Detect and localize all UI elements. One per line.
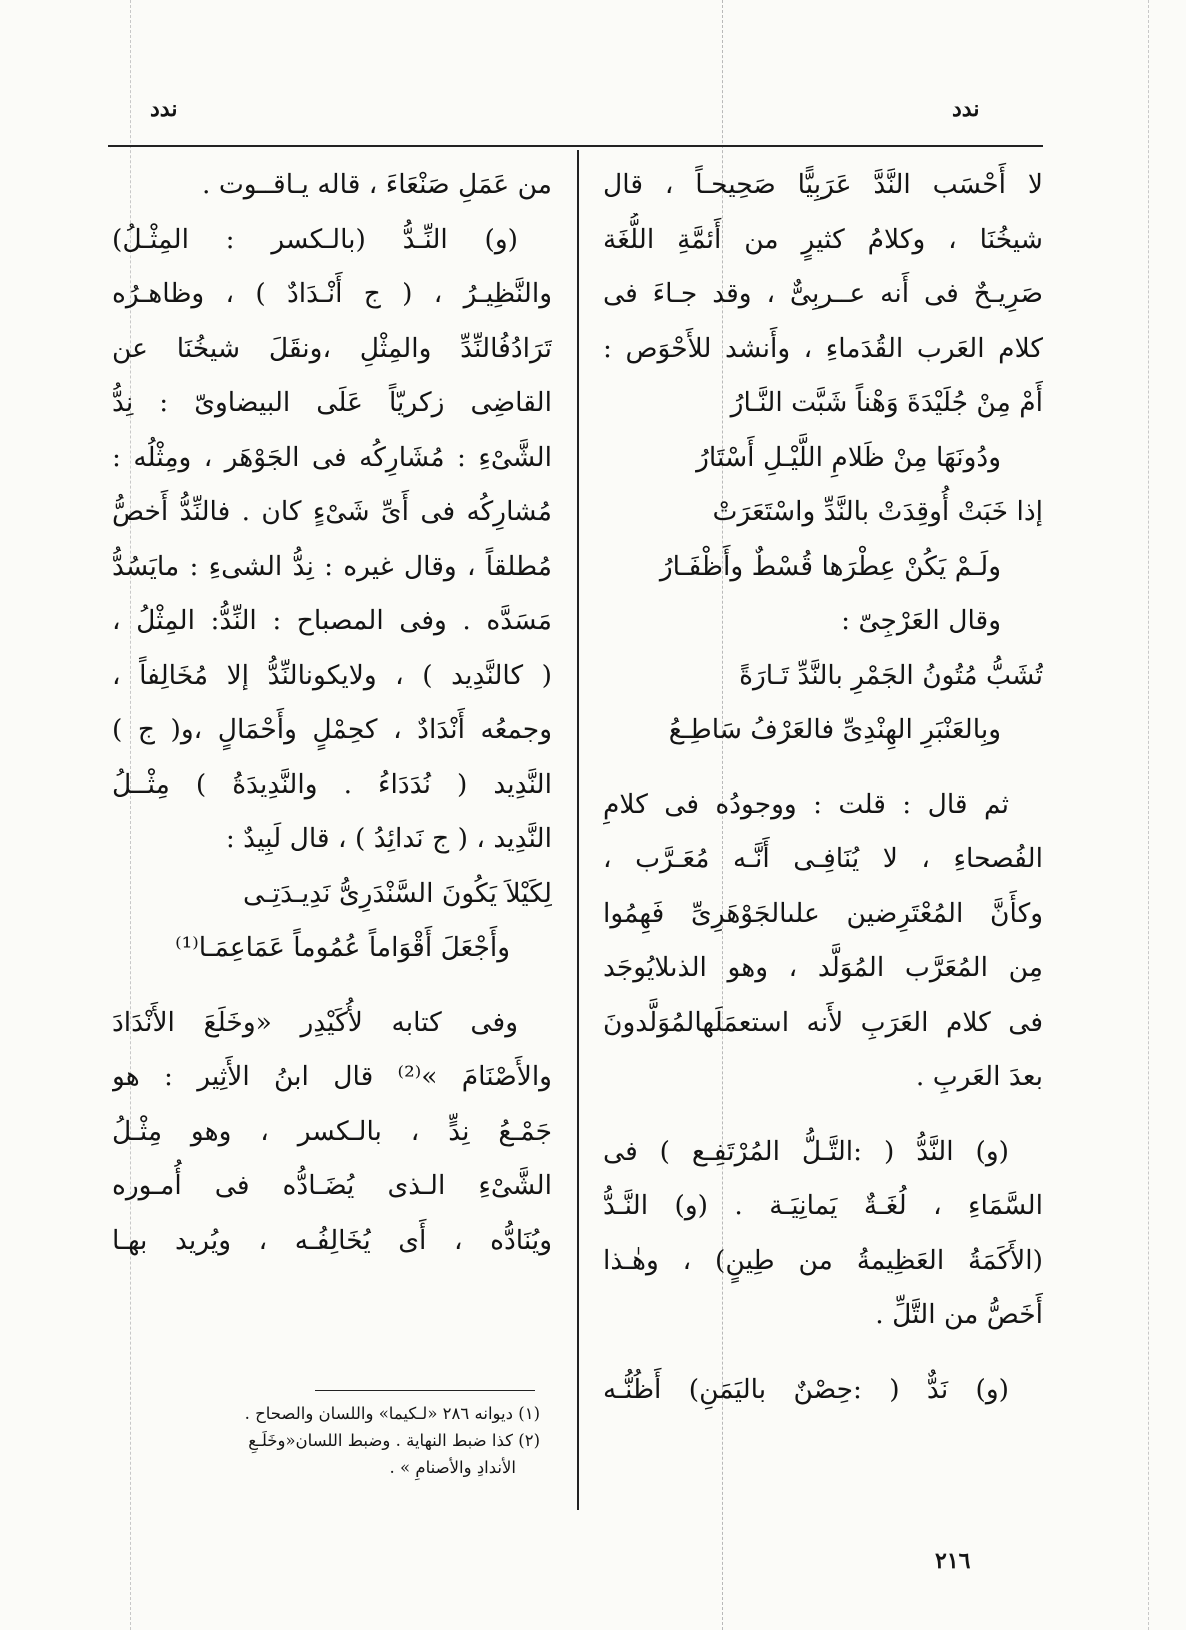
footnote-line: (٢) كذا ضبط النهاية . وضبط اللسان«وخَلَـعِ bbox=[248, 1431, 540, 1450]
paragraph-gap bbox=[112, 976, 552, 996]
left-column bbox=[112, 158, 552, 1268]
text-line: كلام العَرب القُدَماءِ ، وأَنشد للأَحْوَص : bbox=[603, 332, 1043, 364]
text-line: السَّمَاءِ ، لُغَـةٌ يَمانِيَـة . (و) النَّـدُّ bbox=[603, 1190, 1043, 1221]
text-line: شيخُنَا ، وكلامُ كثيرٍ من أَئمَّةِ اللُّغَة bbox=[603, 223, 1043, 255]
verse-line: ولَـمْ يَكُنْ عِطْرَها قُسْطٌ وأَظْفَـارُ bbox=[659, 550, 1001, 582]
text-line: مِن المُعَرَّب المُوَلَّد ، وهو الذىلايُوجَد bbox=[603, 952, 1043, 983]
text-line: تَرَادُفُالنِّدِّ والمِثْلِ ،ونقَلَ شيخُنَا عن bbox=[112, 332, 552, 364]
header-word-left: ندد bbox=[150, 96, 178, 122]
column-separator bbox=[577, 150, 579, 1510]
text-line: مُشارِكُه فى أَىِّ شَىْءٍ كان . فالنِّدُّ أَخصُّ bbox=[112, 496, 552, 527]
footnote-rule bbox=[315, 1390, 535, 1391]
text-line: مَسَدَّه . وفى المصباح : النِّدُّ: المِثْلُ ، bbox=[112, 605, 552, 636]
text-line: (و) النِّـدُّ (بالـكسر : المِثْـلُ) bbox=[112, 223, 518, 255]
scan-edge-line bbox=[1148, 0, 1150, 1630]
page-number: ٢١٦ bbox=[935, 1548, 971, 1574]
text-line: فى كلام العَرَبِ لأَنه استعمَلَهالمُوَلَّدونَ bbox=[603, 1006, 1043, 1038]
text-line: جَمْـعُ نِدٍّ ، بالـكسر ، وهو مِثْـلُ bbox=[112, 1115, 552, 1147]
text-line: (و) النَّدُّ ( :التَّـلُّ المُرْتَفِـع ) فى bbox=[603, 1135, 1009, 1167]
paragraph-gap bbox=[603, 1105, 1043, 1125]
text-line: وكأَنَّ المُعْتَرِضين علىالجَوْهَرِىِّ فَهِمُوا bbox=[603, 897, 1043, 929]
paragraph-gap bbox=[603, 1343, 1043, 1363]
verse-line: إذا خَبَتْ أُوقِدَتْ بالنَّدِّ واسْتَعَرَتْ bbox=[712, 496, 1043, 527]
text-line: النَّدِيد ( نُدَدَاءُ . والنَّدِيدَةُ ) مِثْــلُ bbox=[112, 768, 552, 800]
text-line: مُطلقاً ، وقال غيره : نِدُّ الشىءِ : مايَسُدُّ bbox=[112, 550, 552, 582]
text-line: أَخَصُّ من التَّلِّ . bbox=[875, 1299, 1043, 1330]
verse-line: ودُونَهَا مِنْ ظَلامِ اللَّيْـلِ أَسْتَارُ bbox=[696, 441, 1001, 473]
text-line: بعدَ العَربِ . bbox=[915, 1061, 1043, 1092]
text-line: الشَّىْءِ الـذى يُضَـادُّه فى أُمـوره bbox=[112, 1170, 552, 1201]
text-line: (الأَكَمَةُ العَظِيمةُ من طِينٍ) ، وهٰـذا bbox=[603, 1244, 1043, 1276]
verse-line: وبِالعَنْبَرِ الهِنْدِىِّ فالعَرْفُ سَاطِـعُ bbox=[668, 714, 1001, 745]
text-line: لا أَحْسَب النَّدَّ عَرَبِيًّا صَحِيحـاً ، قال bbox=[603, 169, 1043, 200]
text-line: الشَّىْءِ : مُشَارِكُه فى الجَوْهَر ، ومِثْلُه : bbox=[112, 441, 552, 473]
text-line: والنَّظِيـرُ ، ( ج أَنْـدَادٌ ) ، وظاهـرُه bbox=[112, 278, 552, 309]
text-line: ( كالنَّدِيد ) ، ولايكونالنِّدُّ إلا مُخَالِفاً ، bbox=[112, 659, 552, 691]
right-column bbox=[603, 158, 1043, 1417]
verse-line: تُشَبُّ مُتُونُ الجَمْرِ بالنَّدِّ تَـارَةً bbox=[739, 659, 1043, 691]
footnote-line: (١) ديوانه ٢٨٦ «لـكيما» واللسان والصحاح . bbox=[244, 1404, 540, 1423]
header-word-right: ندد bbox=[952, 96, 980, 122]
text-line: (و) نَدٌّ ( :حِصْنٌ باليَمَنِ) أَظُنُّـه bbox=[603, 1373, 1009, 1405]
verse-line: لِكَيْلاَ يَكُونَ السَّنْدَرِىُّ نَدِيـدَتِـى bbox=[242, 877, 552, 909]
paragraph-gap bbox=[603, 758, 1043, 778]
verse-line: وأَجْعَلَ أَقْوَاماً عُمُوماً عَمَاعِمَـا⁽¹⁾ bbox=[175, 932, 510, 963]
header-rule bbox=[108, 145, 1043, 147]
text-line: الفُصحاءِ ، لا يُنَافِـى أَنَّـه مُعَـرَّب ، bbox=[603, 843, 1043, 874]
text-line: ويُنَادُّه ، أَى يُخَالِفُـه ، ويُريد بهـا bbox=[112, 1224, 552, 1256]
text-line: من عَمَلِ صَنْعَاءَ ، قاله يـاقــوت . bbox=[202, 169, 552, 200]
text-line: القاضِى زكريّاً عَلَى البيضاوىّ : نِدُّ bbox=[112, 387, 552, 418]
text-line: صَرِيـحٌ فى أَنه عــربِىٌّ ، وقد جـاءَ فى bbox=[603, 278, 1043, 309]
text-line: ثم قال : قلت : ووجودُه فى كلامِ bbox=[603, 788, 1009, 820]
verse-line: أَمْ مِنْ جُلَيْدَةَ وَهْناً شَبَّت النَّـارُ bbox=[730, 387, 1043, 418]
footnotes bbox=[140, 1400, 540, 1481]
text-line: وفى كتابه لأُكَيْدِر «وخَلَعَ الأَنْدَادَ bbox=[112, 1006, 518, 1038]
footnote-line: الأندادِ والأصنامِ » . bbox=[389, 1458, 516, 1477]
text-line: والأَصْنَامَ »⁽²⁾ قال ابنُ الأَثِير : هو bbox=[112, 1061, 552, 1092]
verse-line: وقال العَرْجِىّ : bbox=[841, 605, 1001, 636]
text-line: النَّدِيد ، ( ج نَدائِدُ ) ، قال لَبِيدٌ : bbox=[225, 823, 552, 854]
text-line: وجمعُه أَنْدَادٌ ، كحِمْلٍ وأَحْمَالٍ ،و( ج ) bbox=[112, 714, 552, 745]
